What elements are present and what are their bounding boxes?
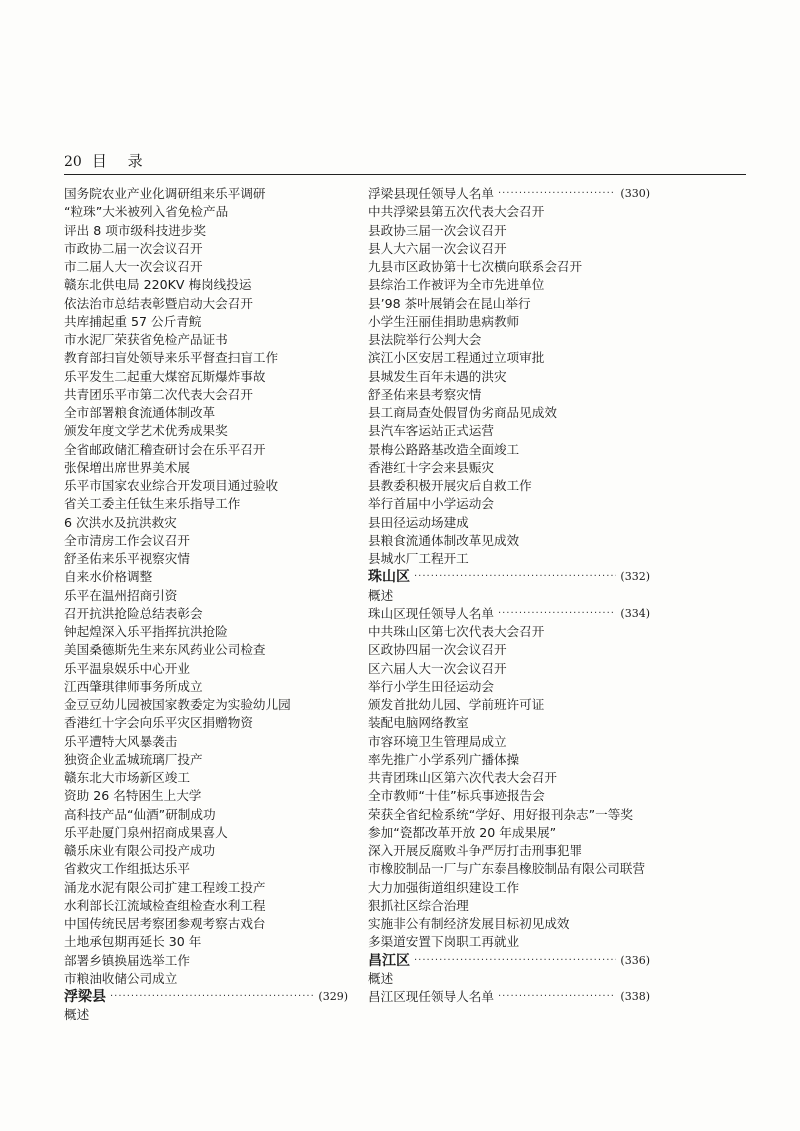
section-fuliang-label: 浮梁县 [64,989,106,1005]
fuliang-leaders-entry[interactable] [368,185,650,203]
toc-entry[interactable]: 乐平赴厦门泉州招商成果喜人 [64,824,228,840]
toc-entry[interactable]: 九县市区政协第十七次横向联系会召开 [368,259,583,274]
toc-entry[interactable]: 景梅公路路基改造全面竣工 [368,441,520,457]
dot-leader [498,988,616,1006]
toc-entry[interactable]: 举行小学生田径运动会 [368,678,494,694]
overview-entry[interactable]: 概述 [64,1007,90,1023]
toc-entry[interactable]: 省救灾工作组抵达乐平 [64,861,190,877]
changjiang-leaders-entry[interactable] [368,988,650,1006]
toc-entry[interactable]: 县政协三届一次会议召开 [368,222,507,238]
toc-entry[interactable]: 乐平发生二起重大煤窑瓦斯爆炸事故 [64,368,266,384]
toc-entry[interactable]: 钟起煌深入乐平指挥抗洪抢险 [64,624,228,639]
toc-entry[interactable]: 县粮食流通体制改革见成效 [368,532,520,548]
toc-entry[interactable]: 市水泥厂荣获省免检产品证书 [64,332,228,347]
toc-entry[interactable]: 中共珠山区第七次代表大会召开 [368,624,545,639]
toc-entry[interactable]: 全市清房工作会议召开 [64,532,190,548]
toc-entry[interactable]: 依法治市总结表彰暨启动大会召开 [64,295,253,311]
toc-entry[interactable]: 赣乐床业有限公司投产成功 [64,843,216,858]
toc-entry[interactable]: 县’98 茶叶展销会在昆山举行 [368,295,531,311]
toc-entry[interactable]: 县汽车客运站正式运营 [368,423,494,439]
page-number: 20 [64,154,82,170]
toc-entry[interactable]: 自来水价格调整 [64,569,153,585]
zhushan-leaders-entry-page: (334) [620,606,650,620]
toc-entry[interactable]: 颁发首批幼儿园、学前班许可证 [368,697,545,712]
toc-entry[interactable]: 市政协二届一次会议召开 [64,240,203,256]
toc-entry[interactable]: 教育部扫盲处领导来乐平督查扫盲工作 [64,350,279,366]
toc-entry[interactable]: 乐平在温州招商引资 [64,587,178,603]
toc-entry[interactable]: 乐平遭特大风暴袭击 [64,733,178,749]
page-header [64,150,151,171]
toc-entry[interactable]: 荣获全省纪检系统“学好、用好报刊杂志”一等奖 [368,806,633,822]
toc-entry[interactable]: 参加“瓷都改革开放 20 年成果展” [368,824,557,840]
toc-entry[interactable]: 共青团珠山区第六次代表大会召开 [368,770,557,785]
toc-entry[interactable]: 乐平市国家农业综合开发项目通过验收 [64,478,279,493]
toc-entry[interactable]: 高科技产品“仙酒”研制成功 [64,806,216,822]
page-title: 目 录 [91,152,151,170]
section-changjiang-label: 昌江区 [368,952,410,969]
overview-entry[interactable]: 概述 [368,970,394,986]
zhushan-leaders-entry-label: 珠山区现任领导人名单 [368,605,494,621]
section-zhushan-label: 珠山区 [368,569,410,586]
toc-entry[interactable]: 香港红十字会来县赈灾 [368,459,494,475]
toc-entry[interactable]: 舒圣佑来乐平视察灾情 [64,551,190,566]
fuliang-leaders-entry-label: 浮梁县现任领导人名单 [368,186,494,201]
toc-entry[interactable]: 土地承包期再延长 30 年 [64,934,202,950]
toc-entry[interactable]: 县人大六届一次会议召开 [368,240,507,256]
toc-entry[interactable]: 狠抓社区综合治理 [368,897,469,913]
toc-entry[interactable]: 涌龙水泥有限公司扩建工程竣工投产 [64,879,266,895]
fuliang-leaders-entry-page: (330) [620,187,650,200]
toc-entry[interactable]: 率先推广小学系列广播体操 [368,751,520,767]
toc-left-column [64,185,348,1025]
dot-leader [498,185,616,203]
toc-entry[interactable]: 赣东北大市场新区竣工 [64,770,190,785]
dot-leader [414,952,616,970]
toc-entry[interactable]: 全省邮政储汇稽查研讨会在乐平召开 [64,441,266,457]
toc-entry[interactable]: 多渠道安置下岗职工再就业 [368,934,520,950]
header-rule [64,174,746,175]
toc-entry[interactable]: 中共浮梁县第五次代表大会召开 [368,204,545,220]
toc-entry[interactable]: 小学生汪丽佳捐助患病教师 [368,313,520,329]
toc-entry[interactable]: 市橡胶制品一厂与广东泰昌橡胶制品有限公司联营 [368,861,646,877]
changjiang-leaders-entry-page: (338) [620,990,650,1003]
toc-entry[interactable]: 省关工委主任钛生来乐指导工作 [64,496,241,512]
toc-entry[interactable]: 县法院举行公判大会 [368,332,482,347]
toc-entry[interactable]: 共青团乐平市第二次代表大会召开 [64,386,253,402]
toc-entry[interactable]: 赣东北供电局 220KV 梅岗线投运 [64,277,252,293]
toc-entry[interactable]: 全市部署粮食流通体制改革 [64,405,216,420]
section-fuliang-page: (329) [318,990,348,1003]
toc-entry[interactable]: 舒圣佑来县考察灾情 [368,386,482,402]
toc-entry[interactable]: 实施非公有制经济发展目标初见成效 [368,916,570,931]
section-changjiang-page: (336) [620,953,650,967]
section-zhushan[interactable] [368,568,650,586]
toc-entry[interactable]: 国务院农业产业化调研组来乐平调研 [64,186,266,201]
dot-leader [414,568,616,586]
changjiang-leaders-entry-label: 昌江区现任领导人名单 [368,989,494,1004]
section-fuliang[interactable] [64,988,348,1006]
toc-right-column [368,185,650,1006]
toc-entry[interactable]: 深入开展反腐败斗争严厉打击刑事犯罪 [368,843,583,858]
section-changjiang[interactable] [368,952,650,970]
toc-entry[interactable]: 装配电脑网络教室 [368,715,469,731]
dot-leader [110,988,314,1006]
toc-entry[interactable]: 乐平温泉娱乐中心开业 [64,660,190,676]
toc-entry[interactable]: 6 次洪水及抗洪救灾 [64,514,177,530]
toc-entry[interactable]: 县田径运动场建成 [368,514,469,530]
toc-entry[interactable]: 大力加强街道组织建设工作 [368,879,520,895]
toc-entry[interactable]: 县城发生百年未遇的洪灾 [368,368,507,384]
toc-entry[interactable]: 张保増出席世界美术展 [64,459,190,475]
section-zhushan-page: (332) [620,570,650,584]
toc-entry[interactable]: 区六届人大一次会议召开 [368,660,507,676]
toc-entry[interactable]: 独资企业孟城琉璃厂投产 [64,751,203,767]
toc-entry[interactable]: 县教委积极开展灾后自救工作 [368,478,532,493]
toc-entry[interactable]: 全市教师“十佳”标兵事迹报告会 [368,788,545,804]
toc-entry[interactable]: 金豆豆幼儿园被国家教委定为实验幼儿园 [64,697,291,712]
toc-entry[interactable]: 市容环境卫生管理局成立 [368,733,507,749]
toc-entry[interactable]: “粒珠”大米被列入省免检产品 [64,204,229,220]
toc-entry[interactable]: 共库捕起重 57 公斤青鲩 [64,313,202,329]
overview-entry[interactable]: 概述 [368,587,394,603]
toc-entry[interactable]: 滨江小区安居工程通过立项审批 [368,350,545,366]
dot-leader [498,605,616,623]
toc-entry[interactable]: 水利部长江流域检查组检查水利工程 [64,897,266,913]
toc-entry[interactable]: 资助 26 名特困生上大学 [64,788,202,804]
toc-entry[interactable]: 颁发年度文学艺术优秀成果奖 [64,423,228,439]
toc-entry[interactable]: 中国传统民居考察团参观考察古戏台 [64,916,266,931]
toc-entry[interactable]: 美国桑德斯先生来东风药业公司检查 [64,642,266,658]
toc-entry[interactable]: 市二届人大一次会议召开 [64,259,203,274]
toc-entry[interactable]: 评出 8 项市级科技进步奖 [64,222,206,238]
toc-entry[interactable]: 县综治工作被评为全市先进单位 [368,277,545,293]
toc-entry[interactable]: 市粮油收储公司成立 [64,970,178,986]
toc-entry[interactable]: 县工商局查处假冒伪劣商品见成效 [368,405,557,420]
toc-entry[interactable]: 县城水厂工程开工 [368,551,469,566]
toc-entry[interactable]: 江西肇琪律师事务所成立 [64,678,203,694]
toc-entry[interactable]: 香港红十字会向乐平灾区捐赠物资 [64,715,253,731]
toc-entry[interactable]: 召开抗洪抢险总结表彰会 [64,605,203,621]
toc-entry[interactable]: 区政协四届一次会议召开 [368,642,507,658]
toc-entry[interactable]: 举行首届中小学运动会 [368,496,494,512]
toc-entry[interactable]: 部署乡镇换届选举工作 [64,952,190,968]
zhushan-leaders-entry[interactable] [368,605,650,623]
